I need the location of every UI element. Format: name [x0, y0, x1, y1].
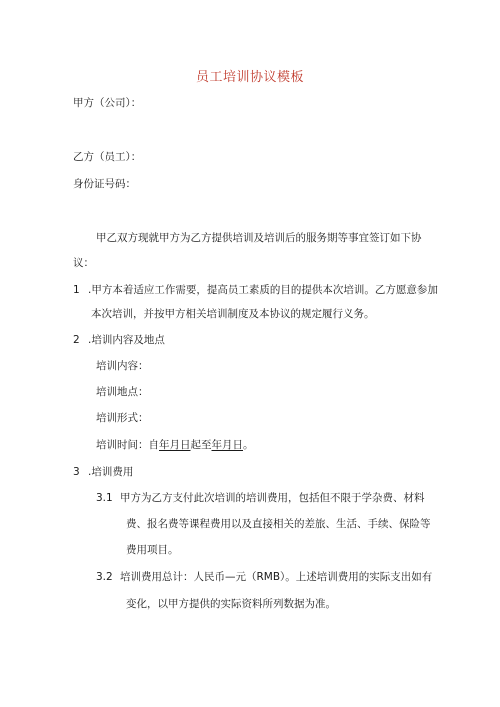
training-time-period: 。 — [243, 439, 254, 451]
party-b-label: 乙方（员工）： — [73, 151, 142, 163]
training-time-line — [96, 438, 254, 452]
section-1-line-2: 本次培训，并按甲方相关培训制度及本协议的规定履行义务。 — [91, 308, 375, 320]
item-3-1-line-1: 甲方为乙方支付此次培训的培训费用，包括但不限于学杂费、材料 — [120, 492, 425, 504]
section-2-heading: .培训内容及地点 — [88, 334, 165, 346]
training-content-label: 培训内容： — [96, 360, 149, 372]
item-3-1-line-2: 费、报名费等课程费用以及直接相关的差旅、生活、手续、保险等 — [126, 518, 431, 530]
item-3-2-line-1: 培训费用总计：人民币—元（RMB）。上述培训费用的实际支出如有 — [120, 571, 433, 583]
item-3-1-line-3: 费用项目。 — [126, 544, 179, 556]
training-location-label: 培训地点： — [96, 386, 149, 398]
section-3-heading: .培训费用 — [88, 466, 134, 478]
training-time-end: 年月日 — [211, 439, 243, 451]
item-3-1-number: 3.1 — [96, 492, 113, 504]
id-number-label: 身份证号码： — [73, 178, 136, 190]
training-time-start: 年月日 — [159, 439, 191, 451]
section-2-number: 2 — [73, 334, 80, 346]
section-1-line-1: .甲方本着适应工作需要，提高员工素质的目的提供本次培训。乙方愿意参加 — [88, 284, 438, 296]
training-time-mid: 起至 — [190, 439, 212, 451]
item-3-2-number: 3.2 — [96, 571, 113, 583]
intro-line-1: 甲乙双方现就甲方为乙方提供培训及培训后的服务期等事宜签订如下协 — [96, 232, 422, 244]
section-1-number: 1 — [73, 284, 80, 296]
section-3-number: 3 — [73, 466, 80, 478]
training-format-label: 培训形式： — [96, 412, 149, 424]
training-time-prefix: 培训时间：自 — [96, 439, 159, 451]
party-a-label: 甲方（公司）： — [73, 97, 142, 109]
item-3-2-line-2: 变化，以甲方提供的实际资料所列数据为准。 — [126, 598, 336, 610]
document-title: 员工培训协议模板 — [195, 70, 304, 85]
intro-line-2: 议： — [73, 257, 94, 269]
